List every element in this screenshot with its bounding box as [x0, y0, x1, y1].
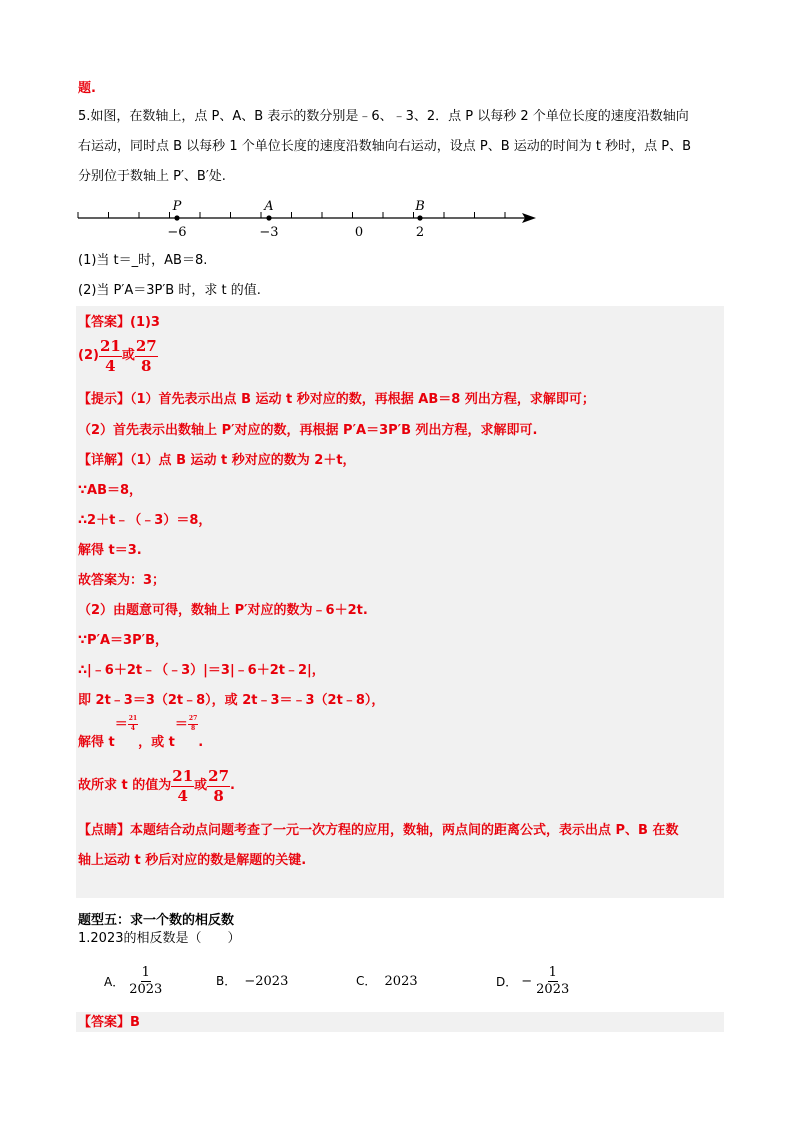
fraction-numerator: 27: [188, 716, 198, 725]
final-line: [78, 768, 235, 804]
solve-second-value: [175, 716, 198, 734]
option-a: [104, 966, 163, 998]
section-question: 1.2023的相反数是（ ）: [78, 931, 241, 946]
detail-line9: 即 2t﹣3＝3（2t﹣8），或 2t﹣3＝﹣3（2t﹣8），: [78, 693, 385, 708]
detail-line7: ∵P′A＝3P′B，: [78, 633, 168, 648]
option-d-sign: −: [521, 973, 533, 989]
option-a-fraction: [128, 966, 163, 998]
section-title: 题型五：求一个数的相反数: [78, 913, 235, 928]
final-answer-bg: [76, 1012, 724, 1032]
option-a-letter: A．: [104, 974, 125, 989]
detail-line3: ∴2＋t﹣（﹣3）＝8，: [78, 513, 212, 528]
fraction-denominator: 2023: [536, 982, 570, 998]
point-p-dot: [174, 215, 179, 220]
point-a-dot: [266, 215, 271, 220]
fraction-21-4: [99, 338, 122, 374]
final-prefix: 故所求 t 的值为: [78, 778, 172, 793]
fraction-numerator: 1: [141, 966, 151, 982]
fraction-numerator: 21: [99, 337, 121, 355]
fraction-21-4-small: [128, 716, 138, 732]
solve-line: [78, 716, 203, 752]
final-end: .: [230, 778, 235, 793]
q5-sub2: (2)当 P′A＝3P′B 时，求 t 的值.: [78, 283, 261, 298]
hint-line1: 【提示】（1）首先表示出点 B 运动 t 秒对应的数，再根据 AB＝8 列出方程，求解即可；: [78, 392, 595, 407]
fraction-27-8-small: [188, 716, 198, 732]
comment-line2: 轴上运动 t 秒后对应的数是解题的关键.: [78, 853, 307, 868]
fraction-numerator: 21: [172, 767, 194, 785]
fraction-21-4: [171, 768, 194, 804]
option-b-value: −2023: [244, 974, 289, 989]
top-fragment: 题.: [78, 81, 96, 96]
fraction-27-8: [135, 338, 158, 374]
fraction-denominator: 8: [190, 724, 196, 732]
option-b-letter: B．: [216, 974, 237, 988]
point-label-p: P: [172, 199, 182, 214]
fraction-denominator: 4: [130, 724, 136, 732]
fraction-denominator: 8: [141, 356, 152, 375]
answer-or: 或: [121, 348, 135, 363]
number-line-figure: [70, 194, 550, 242]
point-label-b: B: [415, 199, 425, 214]
answer-line: 【答案】(1)3: [78, 315, 160, 330]
point-label-a: A: [264, 199, 274, 214]
option-c: [356, 972, 418, 991]
solve-end: .: [198, 735, 204, 750]
option-d-fraction: [535, 966, 570, 998]
q5-line3: 分别位于数轴上 P′、B′处.: [78, 169, 226, 184]
fraction-denominator: 8: [213, 786, 224, 805]
solve-first-value: [115, 716, 138, 734]
q5-line2: 右运动，同时点 B 以每秒 1 个单位长度的速度沿数轴向右运动，设点 P、B 运动的时间为 t 秒时，点 P、B: [78, 139, 691, 154]
tick-label-zero: 0: [354, 225, 364, 240]
comment-line1: 【点睛】本题结合动点问题考查了一元一次方程的应用，数轴，两点间的距离公式，表示出点 P、B 在数: [78, 823, 679, 838]
fraction-27-8: [207, 768, 230, 804]
final-or: 或: [194, 778, 208, 793]
point-b-dot: [417, 215, 422, 220]
eq-sign: ＝: [114, 717, 128, 732]
eq-sign: ＝: [174, 717, 188, 732]
q5-line1: 5.如图，在数轴上，点 P、A、B 表示的数分别是﹣6、﹣3、2．点 P 以每秒 2 个单位长度的速度沿数轴向: [78, 109, 689, 124]
fraction-denominator: 4: [177, 786, 188, 805]
final-answer: 【答案】B: [78, 1015, 140, 1030]
fraction-numerator: 1: [548, 966, 558, 982]
solve-prefix: 解得 t: [78, 735, 115, 750]
tick-label-minus6: −6: [167, 225, 187, 240]
option-c-letter: C．: [356, 974, 377, 988]
fraction-numerator: 27: [135, 337, 157, 355]
fraction-numerator: 21: [128, 716, 138, 725]
detail-line8: ∴|﹣6＋2t﹣（﹣3）|＝3|﹣6＋2t﹣2|，: [78, 663, 325, 678]
option-c-value: 2023: [384, 974, 418, 989]
detail-line4: 解得 t＝3.: [78, 543, 142, 558]
fraction-denominator: 4: [105, 356, 116, 375]
fraction-numerator: 27: [208, 767, 230, 785]
tick-label-2: 2: [415, 225, 425, 240]
answer-part2-prefix: (2): [78, 348, 99, 363]
answer-part2: [78, 338, 158, 374]
tick-label-minus3: −3: [259, 225, 279, 240]
fraction-denominator: 2023: [129, 982, 163, 998]
number-line-ticks: [78, 212, 505, 218]
q5-sub1: (1)当 t＝_时，AB＝8.: [78, 253, 208, 268]
detail-line6: （2）由题意可得，数轴上 P′对应的数为﹣6＋2t.: [78, 603, 368, 618]
detail-line2: ∵AB＝8，: [78, 483, 143, 498]
option-d-letter: D．: [496, 974, 518, 989]
detail-line1: 【详解】（1）点 B 运动 t 秒对应的数为 2＋t，: [78, 453, 356, 468]
solve-or: ，或 t: [138, 735, 175, 750]
hint-line2: （2）首先表示出数轴上 P′对应的数，再根据 P′A＝3P′B 列出方程，求解即可.: [78, 423, 538, 438]
option-d: [496, 966, 570, 998]
option-b: [216, 972, 288, 991]
detail-line5: 故答案为：3；: [78, 573, 166, 588]
